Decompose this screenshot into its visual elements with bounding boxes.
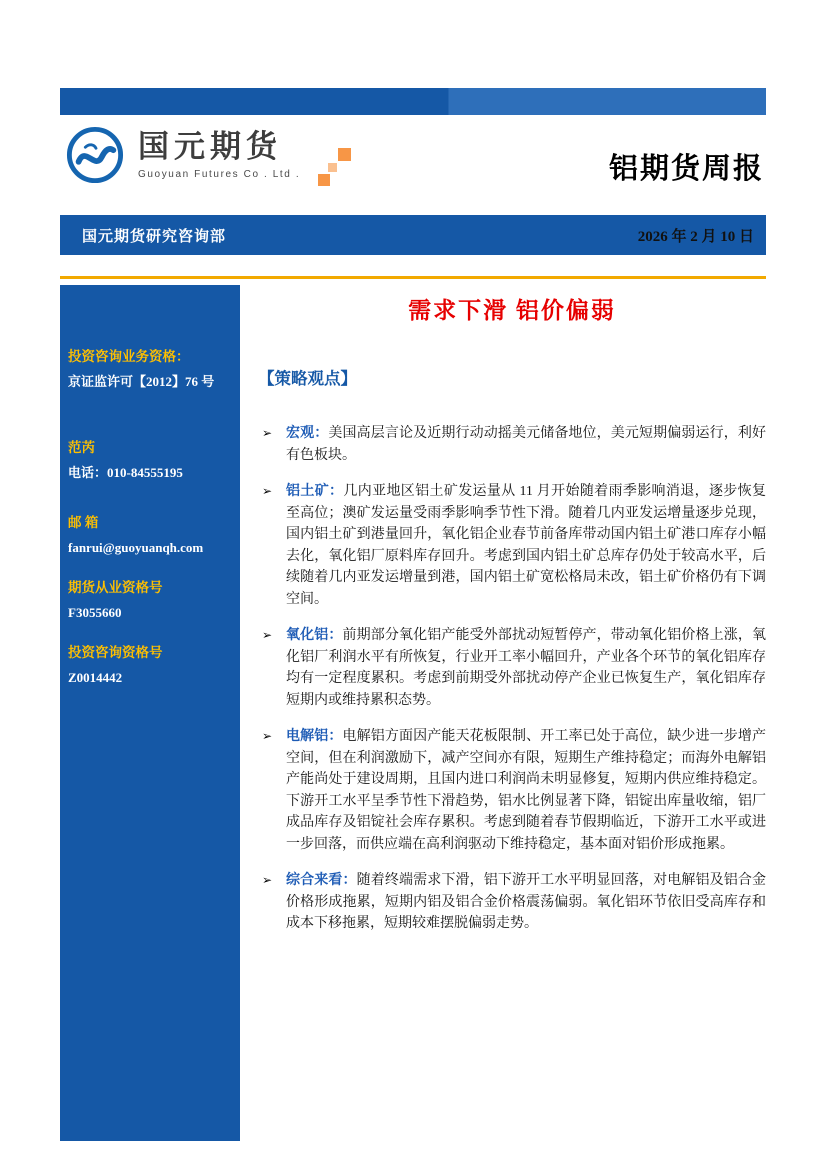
arrow-bullet-icon: ➢ xyxy=(262,729,273,743)
company-logo xyxy=(66,126,300,184)
email-value: fanrui@guoyuanqh.com xyxy=(68,540,204,555)
bullet-electrolytic-aluminum xyxy=(258,726,766,855)
bullet-keyword: 综合来看： xyxy=(286,873,357,888)
company-name-en: Guoyuan Futures Co . Ltd . xyxy=(138,169,301,180)
department-band xyxy=(60,215,766,255)
bullet-keyword: 宏观： xyxy=(286,426,329,441)
sidebar xyxy=(60,285,240,1141)
decor-square xyxy=(318,174,330,186)
advisory-license-label: 投资咨询资格号 xyxy=(68,645,163,660)
bullet-macro xyxy=(258,423,766,466)
bullet-alumina xyxy=(258,625,766,711)
logo-pixel-decoration xyxy=(318,148,360,190)
arrow-bullet-icon: ➢ xyxy=(262,628,273,642)
bullet-text xyxy=(286,625,766,711)
top-blue-bar xyxy=(60,88,766,115)
bullet-summary xyxy=(258,870,766,935)
guoyuan-logo-icon xyxy=(66,126,124,184)
department-name: 国元期货研究咨询部 xyxy=(82,228,227,245)
article-title: 需求下滑 铝价偏弱 xyxy=(408,298,616,323)
decor-square xyxy=(338,148,351,161)
bullet-body: 随着终端需求下滑，铝下游开工水平明显回落，对电解铝及铝合金价格形成拖累，短期内铝及铝合金价格震荡偏弱。氧化铝环节依旧受高库存和成本下移拖累，短期较难摆脱偏弱走势。 xyxy=(286,873,767,931)
email-label: 邮 箱 xyxy=(68,515,99,530)
analyst-name: 范芮 xyxy=(68,440,95,455)
arrow-bullet-icon: ➢ xyxy=(262,426,273,440)
futures-license-label: 期货从业资格号 xyxy=(68,580,163,595)
bullet-text xyxy=(286,726,766,855)
arrow-bullet-icon: ➢ xyxy=(262,484,273,498)
bullet-body: 电解铝方面因产能天花板限制、开工率已处于高位，缺少进一步增产空间，但在利润激励下，减产空间亦有限，短期生产维持稳定；而海外电解铝产能尚处于建设周期，且国内进口利润尚未明显修复，短期内供应维持稳定。下游开工水平呈季节性下滑趋势，铝水比例显著下降，铝锭出库量收缩，铝厂成品库存及铝锭社会库存累积。考虑到随着春节假期临近，下游开工水平或进一步回落，而供应端在高利润驱动下维持稳定，基本面对铝价形成拖累。 xyxy=(286,729,767,852)
qualification-value: 京证监许可【2012】76 号 xyxy=(68,374,215,389)
main-content xyxy=(258,292,766,950)
bullet-text xyxy=(286,423,766,466)
bullet-text xyxy=(286,870,766,935)
section-heading: 【策略观点】 xyxy=(258,369,357,388)
report-date: 2026 年 2 月 10 日 xyxy=(637,228,754,245)
bullet-keyword: 电解铝： xyxy=(286,729,343,744)
bullet-body: 美国高层言论及近期行动动摇美元储备地位，美元短期偏弱运行，利好有色板块。 xyxy=(286,426,767,463)
header xyxy=(60,120,766,212)
decor-square xyxy=(328,163,337,172)
bullet-keyword: 氧化铝： xyxy=(286,628,343,643)
arrow-bullet-icon: ➢ xyxy=(262,873,273,887)
futures-license-value: F3055660 xyxy=(68,605,122,620)
report-title: 铝期货周报 xyxy=(608,153,764,185)
orange-rule xyxy=(60,276,766,279)
bullet-bauxite xyxy=(258,481,766,610)
bullet-keyword: 铝土矿： xyxy=(286,484,344,499)
analyst-phone: 电话：010-84555195 xyxy=(68,465,183,480)
bullet-body: 几内亚地区铝土矿发运量从 11 月开始随着雨季影响消退，逐步恢复至高位；澳矿发运量受雨季影响季节性下滑。随着几内亚发运增量逐步兑现，国内铝土矿到港量回升，氧化铝企业春节前备库带动国内铝土矿港口库存小幅去化，氧化铝厂原料库存回升。考虑到国内铝土矿总库存仍处于较高水平，后续随着几内亚发运增量到港，国内铝土矿宽松格局未改，铝土矿价格仍有下调空间。 xyxy=(286,484,767,607)
qualification-label: 投资咨询业务资格： xyxy=(68,349,190,364)
company-name-cn: 国元期货 xyxy=(138,129,282,164)
bullet-body: 前期部分氧化铝产能受外部扰动短暂停产，带动氧化铝价格上涨，氧化铝厂利润水平有所恢复，行业开工率小幅回升，产业各个环节的氧化铝库存均有一定程度累积。考虑到前期受外部扰动停产企业已恢复生产，氧化铝库存短期内或维持累积态势。 xyxy=(286,628,767,708)
bullet-text xyxy=(286,481,766,610)
advisory-license-value: Z0014442 xyxy=(68,670,123,685)
